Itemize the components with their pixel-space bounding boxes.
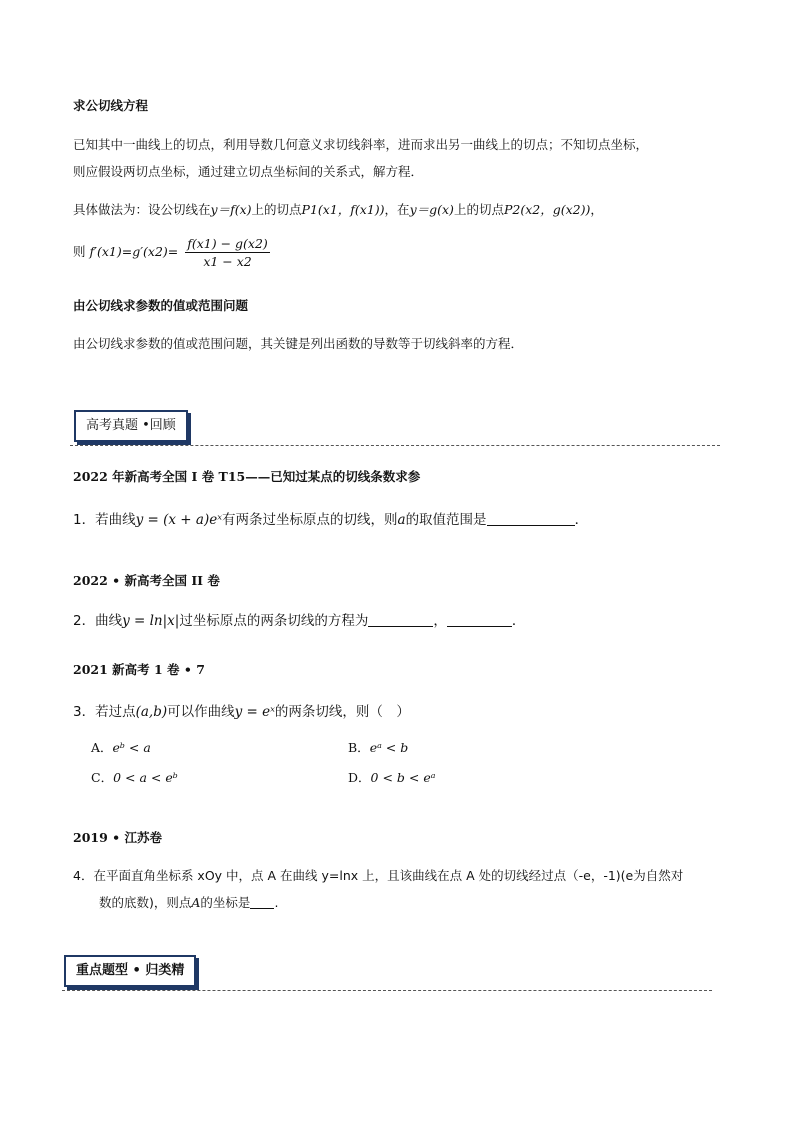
section-header-review: 高考真题 •回顾 bbox=[74, 410, 188, 442]
method-p3-suffix: ， bbox=[590, 202, 603, 217]
q4-line2-b: 的坐标是 bbox=[200, 895, 251, 910]
method-p3-point1: P1(x1，f(x1)) bbox=[301, 202, 385, 217]
question-4-line-2 bbox=[99, 893, 278, 911]
q2-answer-blank-2[interactable] bbox=[447, 614, 512, 627]
q3-number: 3． bbox=[73, 704, 96, 720]
q2-number: 2． bbox=[73, 613, 96, 629]
q4-line1: 在平面直角坐标系 xOy 中，点 A 在曲线 y=lnx 上，且该曲线在点 A 处的切线经过点（-e，-1)(e为自然对 bbox=[93, 868, 684, 883]
question-2 bbox=[73, 609, 525, 629]
method-p3-prefix: 具体做法为：设公切线在 bbox=[73, 202, 211, 217]
method-p3-mid1: 上的切点 bbox=[251, 202, 302, 217]
q2-text-a: 曲线 bbox=[95, 613, 123, 629]
q1-answer-blank[interactable] bbox=[487, 513, 575, 526]
q2-source: 2022 • 新高考全国 II 卷 bbox=[73, 573, 220, 588]
method-title: 求公切线方程 bbox=[73, 98, 149, 113]
q4-answer-blank[interactable] bbox=[250, 896, 274, 909]
q1-source: 2022 年新高考全国 I 卷 T15——已知过某点的切线条数求参 bbox=[73, 469, 421, 484]
question-4-line-1 bbox=[73, 866, 683, 884]
q3-option-a[interactable] bbox=[91, 738, 151, 756]
q3-option-c[interactable] bbox=[91, 768, 178, 786]
formula-denominator: x1 − x2 bbox=[203, 254, 252, 269]
formula-lhs: f′(x1)=g′(x2)= bbox=[89, 244, 179, 259]
q3-option-b-text: eᵃ < b bbox=[369, 740, 409, 755]
q1-var: a bbox=[397, 512, 406, 528]
q1-number: 1． bbox=[73, 512, 96, 528]
q3-text-a: 若过点 bbox=[95, 704, 136, 720]
formula-numerator: f(x1) − g(x2) bbox=[187, 236, 268, 251]
method-p3-curve2: y＝g(x) bbox=[409, 202, 454, 217]
method-paragraph-1: 已知其中一曲线上的切点，利用导数几何意义求切线斜率，进而求出另一曲线上的切点；不知切点坐标， bbox=[73, 137, 649, 152]
method-p3-mid2: ，在 bbox=[384, 202, 410, 217]
q2-expr: y = ln|x| bbox=[122, 613, 180, 629]
q4-number: 4． bbox=[73, 868, 94, 883]
q3-option-d[interactable] bbox=[348, 768, 435, 786]
method-p3-point2: P2(x2，g(x2)) bbox=[503, 202, 591, 217]
q3-option-a-label: A． bbox=[91, 740, 113, 755]
q4-var: A bbox=[191, 895, 201, 910]
q4-end: . bbox=[274, 895, 279, 910]
q1-end: ． bbox=[574, 512, 589, 528]
q3-option-d-text: 0 < b < eᵃ bbox=[370, 770, 436, 785]
param-title: 由公切线求参数的值或范围问题 bbox=[73, 298, 249, 313]
method-formula bbox=[73, 236, 270, 269]
q3-source: 2021 新高考 1 卷 • 7 bbox=[73, 662, 205, 677]
question-3 bbox=[73, 700, 410, 720]
q2-answer-blank-1[interactable] bbox=[368, 614, 433, 627]
q3-option-c-text: 0 < a < eᵇ bbox=[113, 770, 178, 785]
q3-text-b: 可以作曲线 bbox=[167, 704, 235, 720]
method-p3-mid3: 上的切点 bbox=[453, 202, 504, 217]
q4-source: 2019 • 江苏卷 bbox=[73, 830, 162, 845]
q1-text-a: 若曲线 bbox=[95, 512, 136, 528]
q2-text-b: 过坐标原点的两条切线的方程为 bbox=[179, 613, 369, 629]
q3-expr: y = eˣ bbox=[234, 704, 275, 720]
param-paragraph: 由公切线求参数的值或范围问题，其关键是列出函数的导数等于切线斜率的方程． bbox=[73, 336, 524, 351]
q2-sep: ， bbox=[433, 613, 447, 629]
q1-text-b: 有两条过坐标原点的切线，则 bbox=[222, 512, 398, 528]
formula-prefix: 则 bbox=[73, 244, 86, 259]
q2-end: ． bbox=[511, 613, 526, 629]
method-paragraph-3 bbox=[73, 200, 603, 218]
q3-option-d-label: D． bbox=[348, 770, 371, 785]
q3-text-c: 的两条切线，则（ ） bbox=[274, 704, 410, 720]
method-p3-curve1: y＝f(x) bbox=[210, 202, 252, 217]
q3-option-c-label: C． bbox=[91, 770, 114, 785]
q3-option-a-text: eᵇ < a bbox=[112, 740, 151, 755]
q3-point: (a,b) bbox=[135, 704, 168, 720]
formula-fraction bbox=[185, 236, 270, 269]
q4-line2-a: 数的底数)，则点 bbox=[99, 895, 192, 910]
q3-option-b[interactable] bbox=[348, 738, 408, 756]
q1-text-c: 的取值范围是 bbox=[405, 512, 487, 528]
q3-option-b-label: B． bbox=[348, 740, 370, 755]
q1-expr: y = (x + a)eˣ bbox=[135, 512, 222, 528]
section-header-key-types: 重点题型 • 归类精 bbox=[64, 955, 196, 987]
method-paragraph-2: 则应假设两切点坐标，通过建立切点坐标间的关系式，解方程． bbox=[73, 164, 424, 179]
section-divider bbox=[70, 445, 720, 446]
question-1 bbox=[73, 508, 588, 528]
section-divider-2 bbox=[62, 990, 712, 991]
